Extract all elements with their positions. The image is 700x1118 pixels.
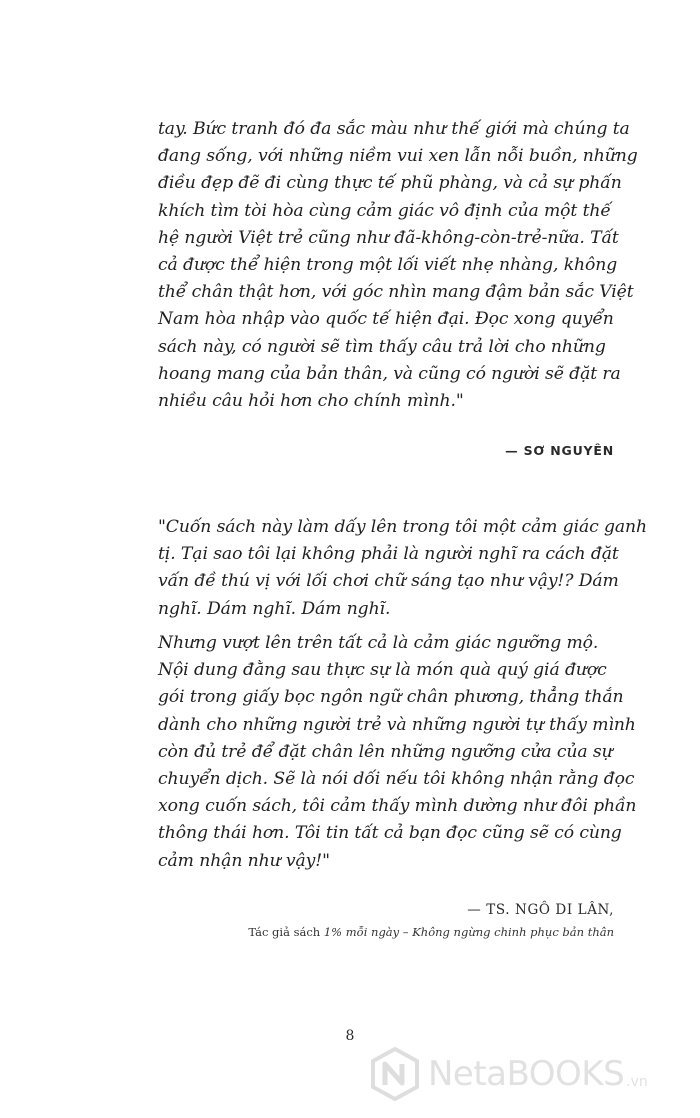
quote-2-author-credit: [248, 925, 614, 939]
text-line: cảm nhận như vậy!": [158, 850, 330, 871]
text-line: còn đủ trẻ để đặt chân lên những ngưỡng cửa của sự: [158, 741, 613, 762]
text-line: tay. Bức tranh đó đa sắc màu như thế giới mà chúng ta: [158, 119, 630, 139]
text-line: khích tìm tòi hòa cùng cảm giác vô định của một thế: [158, 200, 611, 221]
text-line: thông thái hơn. Tôi tin tất cả bạn đọc cũng sẽ có cùng: [158, 823, 622, 844]
quote-2-paragraph-1: [158, 514, 648, 623]
netabooks-watermark: [370, 1046, 648, 1102]
text-line: hoang mang của bản thân, và cũng có người sẽ đặt ra: [158, 363, 621, 384]
text-line: chuyển dịch. Sẽ là nói dối nếu tôi không nhận rằng đọc: [158, 769, 635, 790]
text-line: dành cho những người trẻ và những người tự thấy mình: [158, 714, 636, 735]
text-line: gói trong giấy bọc ngôn ngữ chân phương, thẳng thắn: [158, 687, 624, 708]
text-line: cả được thể hiện trong một lối viết nhẹ nhàng, không: [158, 255, 618, 276]
text-line: nghĩ. Dám nghĩ. Dám nghĩ.: [158, 598, 391, 619]
quote-1-text: [158, 116, 638, 415]
text-line: "Cuốn sách này làm dấy lên trong tôi một cảm giác ganh: [158, 517, 648, 537]
text-line: điều đẹp đẽ đi cùng thực tế phũ phàng, và cả sự phấn: [158, 173, 622, 194]
credit-prefix: Tác giả sách: [248, 925, 324, 939]
watermark-suffix: .vn: [626, 1074, 648, 1090]
text-line: đang sống, với những niềm vui xen lẫn nỗi buồn, những: [158, 146, 638, 167]
text-line: sách này, có người sẽ tìm thấy câu trả lời cho những: [158, 336, 606, 357]
text-line: Nội dung đằng sau thực sự là món quà quý giá được: [158, 660, 607, 681]
quote-2-attribution: — TS. NGÔ DI LÂN,: [467, 902, 614, 918]
text-line: vấn đề thú vị với lối chơi chữ sáng tạo như vậy!? Dám: [158, 571, 619, 592]
text-line: hệ người Việt trẻ cũng như đã-không-còn-trẻ-nữa. Tất: [158, 227, 619, 248]
text-line: xong cuốn sách, tôi cảm thấy mình dường như đôi phần: [158, 796, 637, 817]
text-line: Nam hòa nhập vào quốc tế hiện đại. Đọc xong quyển: [158, 309, 614, 330]
text-line: nhiều câu hỏi hơn cho chính mình.": [158, 391, 464, 412]
text-line: tị. Tại sao tôi lại không phải là người nghĩ ra cách đặt: [158, 544, 619, 565]
netabooks-logo-icon: [370, 1047, 420, 1101]
text-line: thể chân thật hơn, với góc nhìn mang đậm bản sắc Việt: [158, 282, 634, 303]
text-line: Nhưng vượt lên trên tất cả là cảm giác ngưỡng mộ.: [158, 633, 599, 653]
watermark-text: NetaBOOKS: [428, 1054, 625, 1094]
page-number: 8: [345, 1028, 355, 1044]
book-title: 1% mỗi ngày – Không ngừng chinh phục bản thân: [323, 925, 614, 939]
quote-2-paragraph-2: [158, 630, 637, 875]
quote-1-attribution: — SƠ NGUYÊN: [505, 443, 614, 458]
